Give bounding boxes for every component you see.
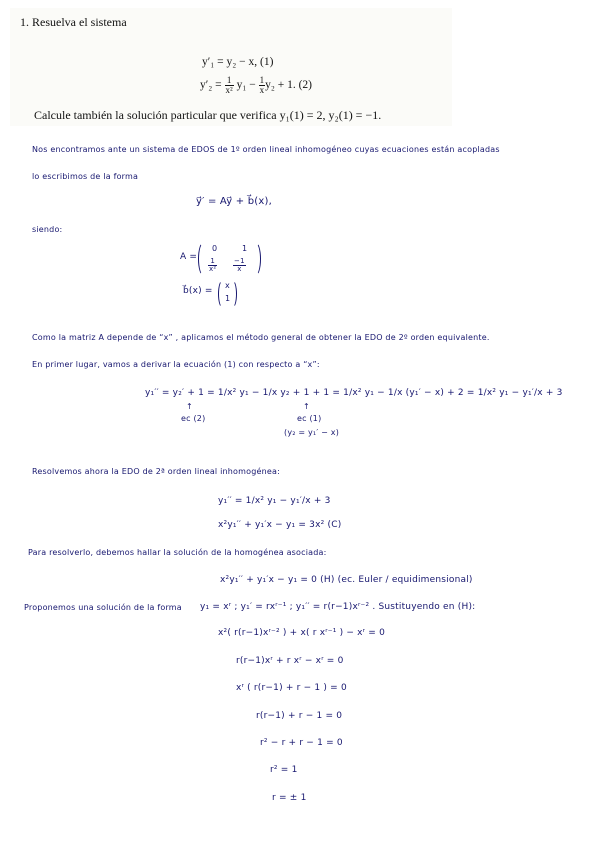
equation-2-mid: y₁ − — [236, 79, 256, 92]
problem-title: 1. Resuelva el sistema — [20, 15, 127, 29]
step-4: r(r−1) + r − 1 = 0 — [256, 711, 343, 721]
matrix-a-12: 1 — [242, 244, 248, 253]
vector-b-2: 1 — [225, 294, 231, 303]
equation-2 — [200, 76, 312, 95]
ode-line-2: x²y₁′′ + y₁′x − y₁ = 3x² (C) — [218, 520, 342, 530]
equation-2-rhs: y₂ + 1. (2) — [265, 79, 312, 92]
equation-2-frac-2: $\frac{1}{x}$ — [259, 75, 265, 95]
equation-2-lhs: y′₂ = — [200, 79, 225, 92]
particular-solution-request: Calcule también la solución particular que verifica y₁(1) = 2, y₂(1) = −1. — [34, 108, 382, 122]
notes-line-3: Como la matriz A depende de “x” , aplicamos el método general de obtener la EDO de 2º orden equivalente. — [32, 333, 490, 342]
label-ec2: ec (2) — [181, 414, 206, 423]
notes-line-1: Nos encontramos ante un sistema de EDOS de 1º orden lineal inhomogéneo cuyas ecuaciones están acopladas — [32, 145, 500, 154]
matrix-a-22: $\frac{-1}{x}$ — [234, 257, 245, 273]
arrow-ec1: ↑ — [303, 402, 310, 411]
vector-b-1: x — [225, 281, 230, 290]
notes-line-6: Para resolverlo, debemos hallar la solución de la homogénea asociada: — [28, 548, 327, 557]
step-6: r² = 1 — [270, 765, 298, 775]
matrix-a-11: 0 — [212, 244, 218, 253]
step-3: xʳ ( r(r−1) + r − 1 ) = 0 — [236, 683, 347, 693]
arrow-ec2: ↑ — [186, 402, 193, 411]
proposal-line: y₁ = xʳ ; y₁′ = rxʳ⁻¹ ; y₁′′ = r(r−1)xʳ⁻² . Sustituyendo en (H): — [200, 602, 476, 612]
notes-line-7: Proponemos una solución de la forma — [24, 603, 182, 612]
label-ec1: ec (1) — [297, 414, 322, 423]
notes-line-2: lo escribimos de la forma — [32, 172, 139, 181]
homogeneous-equation: x²y₁′′ + y₁′x − y₁ = 0 (H) (ec. Euler / equidimensional) — [220, 575, 473, 585]
matrix-a-right-paren — [250, 242, 261, 276]
step-7: r = ± 1 — [272, 793, 307, 803]
vector-equation: y⃗′ = Ay⃗ + b⃗(x), — [196, 196, 272, 207]
step-1: x²( r(r−1)xʳ⁻² ) + x( r xʳ⁻¹ ) − xʳ = 0 — [218, 628, 385, 638]
matrix-a-21: $\frac{1}{\text{x²}}$ — [209, 257, 217, 273]
step-5: r² − r + r − 1 = 0 — [260, 738, 343, 748]
step-2: r(r−1)xʳ + r xʳ − xʳ = 0 — [236, 656, 344, 666]
notes-line-4: En primer lugar, vamos a derivar la ecuación (1) con respecto a “x”: — [32, 360, 320, 369]
notes-line-5: Resolvemos ahora la EDO de 2ª orden lineal inhomogénea: — [32, 467, 281, 476]
derivation-line: y₁′′ = y₂′ + 1 = 1/x² y₁ − 1/x y₂ + 1 + 1 = 1/x² y₁ − 1/x (y₁′ − x) + 2 = 1/x² y₁ − y₁′/x + 3 — [145, 388, 563, 398]
matrix-a-label: A = — [180, 252, 198, 262]
label-ec1-substitution: (y₂ = y₁′ − x) — [284, 428, 340, 437]
notes-siendo: siendo: — [32, 225, 63, 234]
vector-b-label: b⃗(x) = — [183, 286, 213, 296]
equation-1: y′₁ = y₂ − x, (1) — [202, 56, 274, 68]
equation-2-frac-1: $\frac{1}{\text{x²}}$ — [225, 75, 233, 95]
ode-line-1: y₁′′ = 1/x² y₁ − y₁′/x + 3 — [218, 496, 331, 506]
